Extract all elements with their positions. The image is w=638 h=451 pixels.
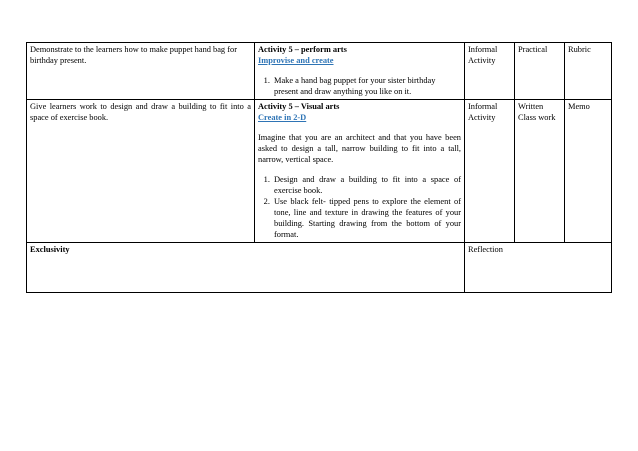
lesson-plan-table — [26, 42, 612, 293]
activity-title: Activity 5 – Visual arts — [258, 102, 340, 111]
footer-row — [27, 243, 612, 293]
learner-activity-cell — [255, 43, 465, 100]
tool-text: Memo — [568, 102, 590, 111]
learner-activity-cell — [255, 100, 465, 243]
step-item: 1. Design and draw a building to fit into a space of exercise book. — [272, 174, 461, 196]
activity-subtitle-link[interactable]: Improvise and create — [258, 56, 334, 65]
assessment-form-cell — [465, 43, 515, 100]
teacher-activity-cell — [27, 100, 255, 243]
assessment-form-text: Informal Activity — [468, 102, 498, 122]
activity-intro: Imagine that you are an architect and that you have been asked to design a tall, narrow building to fit into a tall, narrow, vertical space. — [258, 133, 461, 164]
assessment-form-cell — [465, 100, 515, 243]
reflection-cell — [465, 243, 612, 293]
exclusivity-label: Exclusivity — [30, 245, 70, 254]
step-item: 2. Use black felt- tipped pens to explore the element of tone, line and texture in drawing the features of your building. Starting drawing from the bottom of your format. — [272, 196, 461, 240]
teacher-activity-cell — [27, 43, 255, 100]
activity-steps — [258, 75, 461, 97]
tool-text: Rubric — [568, 45, 591, 54]
assessment-type-text: Practical — [518, 45, 548, 54]
activity-steps — [258, 174, 461, 240]
table-row — [27, 100, 612, 243]
teacher-activity-text: Give learners work to design and draw a building to fit into a space of exercise book. — [30, 102, 251, 122]
tool-cell — [565, 43, 612, 100]
teacher-activity-text: Demonstrate to the learners how to make puppet hand bag for birthday present. — [30, 45, 237, 65]
activity-subtitle-link[interactable]: Create in 2-D — [258, 113, 307, 122]
table-row — [27, 43, 612, 100]
assessment-type-text: Written Class work — [518, 102, 556, 122]
assessment-form-text: Informal Activity — [468, 45, 498, 65]
exclusivity-cell — [27, 243, 465, 293]
reflection-label: Reflection — [468, 245, 503, 254]
assessment-type-cell — [515, 100, 565, 243]
step-item: 1. Make a hand bag puppet for your sister birthday present and draw anything you like on it. — [272, 75, 461, 97]
assessment-type-cell — [515, 43, 565, 100]
activity-title: Activity 5 – perform arts — [258, 45, 347, 54]
tool-cell — [565, 100, 612, 243]
